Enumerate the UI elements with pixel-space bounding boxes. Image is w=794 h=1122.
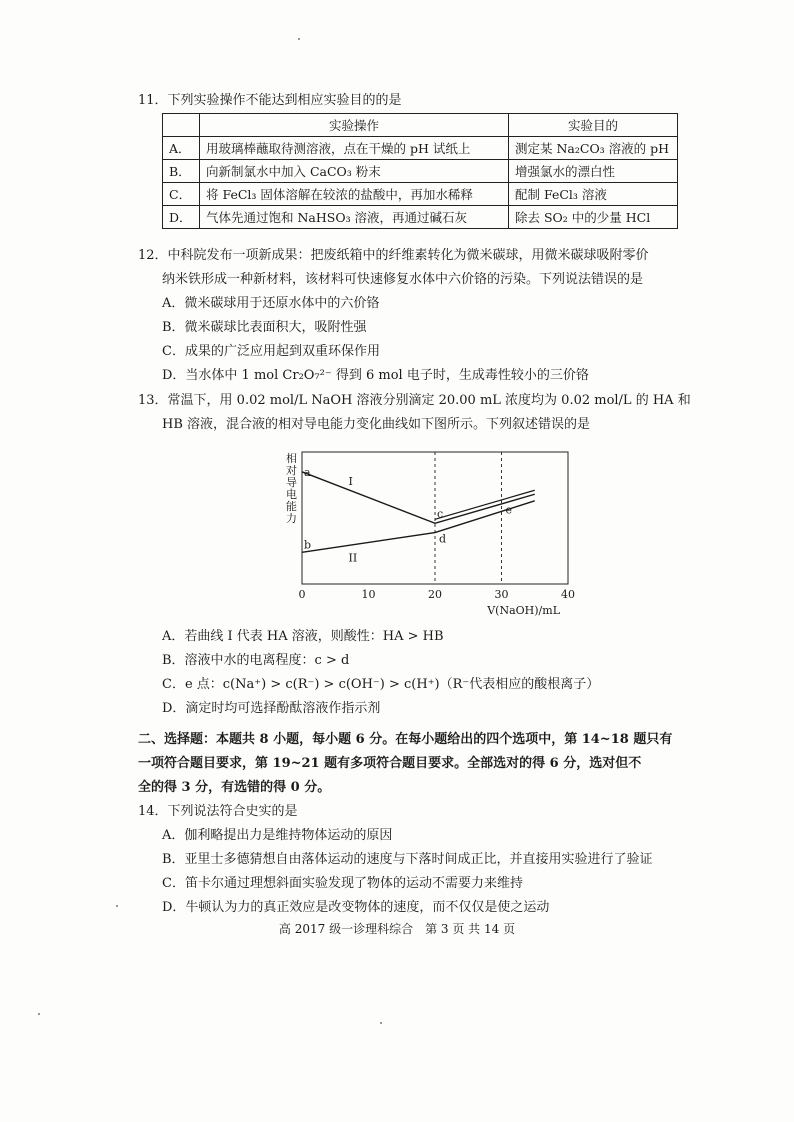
- table-row: [163, 206, 678, 229]
- series-line: [302, 501, 535, 552]
- table-cell: 增强氯水的漂白性: [509, 160, 678, 183]
- table-cell: 除去 SO₂ 中的少量 HCl: [509, 206, 678, 229]
- table-cell: 测定某 Na₂CO₃ 溶液的 pH: [509, 137, 678, 160]
- x-tick-label: 40: [561, 588, 575, 601]
- series-line-shadow: [435, 490, 535, 519]
- q14-option-a: A．伽利略提出力是维持物体运动的原因: [162, 828, 393, 843]
- q13-option-b: B．溶液中水的电离程度：c > d: [162, 653, 350, 668]
- q13-stem-line-2: HB 溶液，混合液的相对导电能力变化曲线如下图所示。下列叙述错误的是: [162, 417, 591, 432]
- table-cell: 配制 FeCl₃ 溶液: [509, 183, 678, 206]
- scan-speck: [38, 1013, 40, 1015]
- table-cell: C．: [163, 183, 200, 206]
- table-header-cell: 实验目的: [509, 114, 678, 137]
- q12-stem-line-1: 12．中科院发布一项新成果：把废纸箱中的纤维素转化为微米碳球，用微米碳球吸附零价: [138, 248, 649, 263]
- q13-option-c: C．e 点：c(Na⁺) > c(R⁻) > c(OH⁻) > c(H⁺)（R⁻代表相应的酸根离子）: [162, 677, 600, 692]
- series-label: II: [348, 551, 358, 565]
- table-cell: 气体先通过饱和 NaHSO₃ 溶液，再通过碱石灰: [200, 206, 509, 229]
- conductivity-chart: [280, 446, 580, 616]
- table-cell: 用玻璃棒蘸取待测溶液，点在干燥的 pH 试纸上: [200, 137, 509, 160]
- table-header-row: [163, 114, 678, 137]
- section2-line-3: 全的得 3 分，有选错的得 0 分。: [138, 780, 331, 795]
- q13-option-a: A．若曲线 I 代表 HA 溶液，则酸性：HA > HB: [162, 629, 444, 644]
- x-tick-label: 0: [298, 588, 306, 601]
- point-label: c: [437, 507, 444, 521]
- section2-line-2: 一项符合题目要求，第 19~21 题有多项符合题目要求。全部选对的得 6 分，选对但不: [138, 756, 642, 771]
- q11-stem: 11．下列实验操作不能达到相应实验目的的是: [138, 93, 402, 108]
- point-labels: [304, 466, 512, 552]
- x-tick-label: 30: [494, 588, 509, 601]
- q13-stem-line-1: 13．常温下，用 0.02 mol/L NaOH 溶液分别滴定 20.00 mL 浓度均为 0.02 mol/L 的 HA 和: [138, 393, 691, 408]
- q11-table: [162, 113, 678, 229]
- series-line: [302, 472, 535, 523]
- q14-option-d: D．牛顿认为力的真正效应是改变物体的速度，而不仅仅是使之运动: [162, 900, 550, 915]
- y-axis-label: 相对导电能力: [286, 452, 297, 525]
- point-label: a: [304, 465, 311, 479]
- x-axis-label: V(NaOH)/mL: [487, 604, 560, 616]
- table-row: [163, 137, 678, 160]
- x-tick-label: 10: [361, 588, 376, 601]
- series-lines: [302, 472, 535, 553]
- q12-option-a: A．微米碳球用于还原水体中的六价铬: [162, 296, 380, 311]
- point-label: d: [439, 532, 447, 546]
- table-row: [163, 160, 678, 183]
- q14-option-c: C．笛卡尔通过理想斜面实验发现了物体的运动不需要力来维持: [162, 876, 523, 891]
- q12-option-c: C．成果的广泛应用起到双重环保作用: [162, 344, 380, 359]
- q12-stem-line-2: 纳米铁形成一种新材料，该材料可快速修复水体中六价铬的污染。下列说法错误的是: [162, 272, 644, 287]
- q14-option-b: B．亚里士多德猜想自由落体运动的速度与下落时间成正比，并直接用实验进行了验证: [162, 852, 653, 867]
- scan-speck: [380, 1022, 382, 1024]
- table-cell: 将 FeCl₃ 固体溶解在较浓的盐酸中，再加水稀释: [200, 183, 509, 206]
- table-cell: D．: [163, 206, 200, 229]
- table-header-cell: 实验操作: [200, 114, 509, 137]
- table-header-cell: [163, 114, 200, 137]
- table-cell: 向新制氯水中加入 CaCO₃ 粉末: [200, 160, 509, 183]
- scan-speck: [298, 38, 300, 40]
- q12-option-d: D．当水体中 1 mol Cr₂O₇²⁻ 得到 6 mol 电子时，生成毒性较小的三价铬: [162, 368, 589, 383]
- q12-option-b: B．微米碳球比表面积大，吸附性强: [162, 320, 367, 335]
- table-cell: A．: [163, 137, 200, 160]
- series-labels: [349, 475, 358, 565]
- x-tick-label: 20: [428, 588, 442, 601]
- scan-speck: [116, 905, 118, 907]
- page-footer: 高 2017 级一诊理科综合 第 3 页 共 14 页: [278, 922, 516, 936]
- q13-option-d: D．滴定时均可选择酚酞溶液作指示剂: [162, 701, 381, 716]
- q14-stem: 14．下列说法符合史实的是: [138, 804, 298, 819]
- series-label: I: [348, 474, 353, 488]
- point-label: e: [505, 503, 513, 517]
- point-label: b: [304, 538, 312, 552]
- table-row: [163, 183, 678, 206]
- section2-line-1: 二、选择题：本题共 8 小题，每小题 6 分。在每小题给出的四个选项中，第 14~18 题只有: [138, 732, 673, 747]
- table-cell: B．: [163, 160, 200, 183]
- vertical-guide-lines: [435, 452, 502, 584]
- x-tick-labels: [299, 588, 576, 601]
